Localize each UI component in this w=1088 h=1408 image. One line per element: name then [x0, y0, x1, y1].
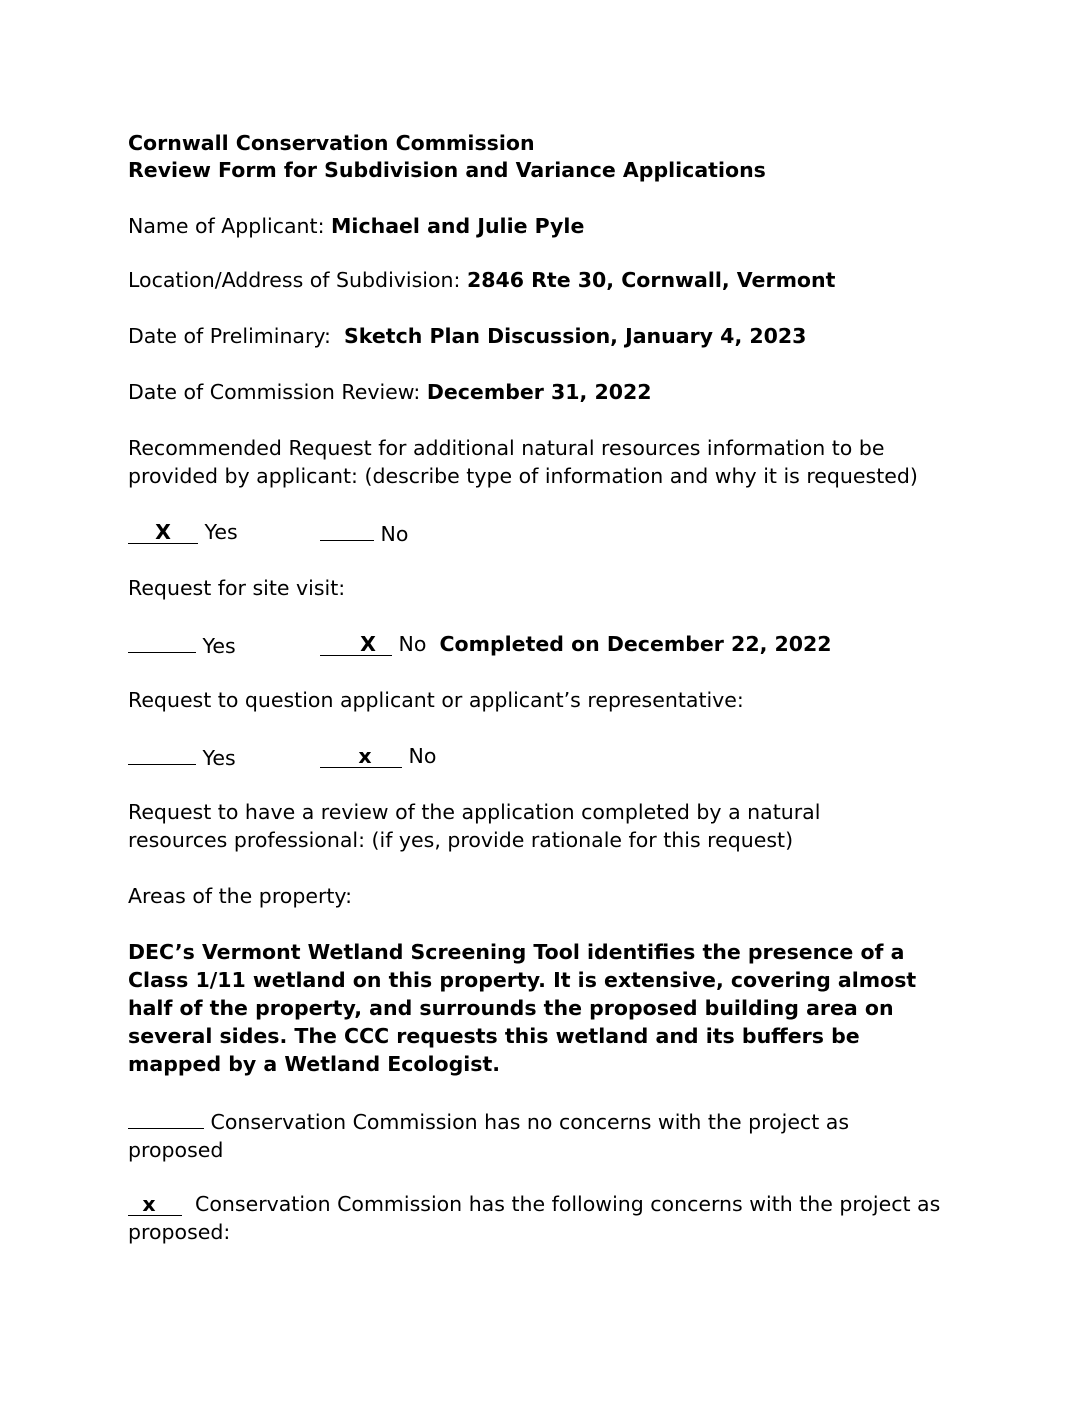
applicant-value: Michael and Julie Pyle — [331, 214, 585, 238]
q2-no-mark: X — [360, 632, 376, 656]
preliminary-label: Date of Preliminary: — [128, 324, 331, 348]
location-row — [128, 266, 835, 294]
has-concerns-text: Conservation Commission has the following concerns with the project as proposed: — [128, 1192, 941, 1244]
q2-text: Request for site visit: — [128, 576, 346, 600]
has-concerns-blank[interactable] — [128, 1193, 182, 1216]
q2-no-label: No — [398, 632, 427, 656]
applicant-label: Name of Applicant: — [128, 214, 325, 238]
q2-yes-option[interactable] — [128, 630, 236, 660]
form-title: Review Form for Subdivision and Variance Applications — [128, 158, 766, 182]
q2-no-option[interactable] — [320, 630, 832, 658]
org-title: Cornwall Conservation Commission — [128, 131, 535, 155]
q2-no-blank[interactable] — [320, 633, 392, 656]
no-concerns-option[interactable] — [128, 1106, 898, 1164]
q3-yes-label: Yes — [202, 746, 236, 770]
location-value: 2846 Rte 30, Cornwall, Vermont — [466, 268, 836, 292]
q2-yes-label: Yes — [202, 634, 236, 658]
review-date-value: December 31, 2022 — [426, 380, 652, 404]
q1-text: Recommended Request for additional natural resources information to be provided by applicant: (describe type of information and why it is requested) — [128, 436, 918, 488]
q4-text: Request to have a review of the application completed by a natural resources professional: (if yes, provide rationale for this request) — [128, 800, 821, 852]
q3-no-blank[interactable] — [320, 745, 402, 768]
q1-yes-blank[interactable] — [128, 521, 198, 544]
areas-label: Areas of the property: — [128, 884, 352, 908]
no-concerns-text: Conservation Commission has no concerns with the project as proposed — [128, 1110, 850, 1162]
q1-yes-option[interactable] — [128, 518, 238, 546]
preliminary-value: Sketch Plan Discussion, January 4, 2023 — [344, 324, 807, 348]
q1-yes-mark: X — [155, 520, 171, 544]
q3-no-label: No — [408, 744, 437, 768]
q3-no-mark: x — [358, 744, 372, 768]
q2-note: Completed on December 22, 2022 — [439, 632, 832, 656]
no-concerns-blank[interactable] — [128, 1106, 204, 1129]
q1-no-label: No — [380, 522, 409, 546]
preliminary-row — [128, 322, 806, 350]
q1-no-blank[interactable] — [320, 518, 374, 541]
has-concerns-option[interactable] — [128, 1190, 958, 1246]
q1-yes-label: Yes — [204, 520, 238, 544]
location-label: Location/Address of Subdivision: — [128, 268, 461, 292]
review-date-label: Date of Commission Review: — [128, 380, 421, 404]
areas-statement: DEC’s Vermont Wetland Screening Tool identifies the presence of a Class 1/11 wetland on this property. It is extensive, covering almost half of the property, and surrounds the proposed building area on several sides. The CCC requests this wetland and its buffers be mapped by a Wetland Ecologist. — [128, 940, 917, 1076]
q3-yes-blank[interactable] — [128, 742, 196, 765]
q3-text: Request to question applicant or applicant’s representative: — [128, 688, 744, 712]
has-concerns-mark: x — [142, 1192, 156, 1216]
q2-yes-blank[interactable] — [128, 630, 196, 653]
q1-no-option[interactable] — [320, 518, 408, 548]
applicant-row — [128, 212, 584, 240]
q3-no-option[interactable] — [320, 742, 436, 770]
q3-yes-option[interactable] — [128, 742, 236, 772]
review-date-row — [128, 378, 652, 406]
